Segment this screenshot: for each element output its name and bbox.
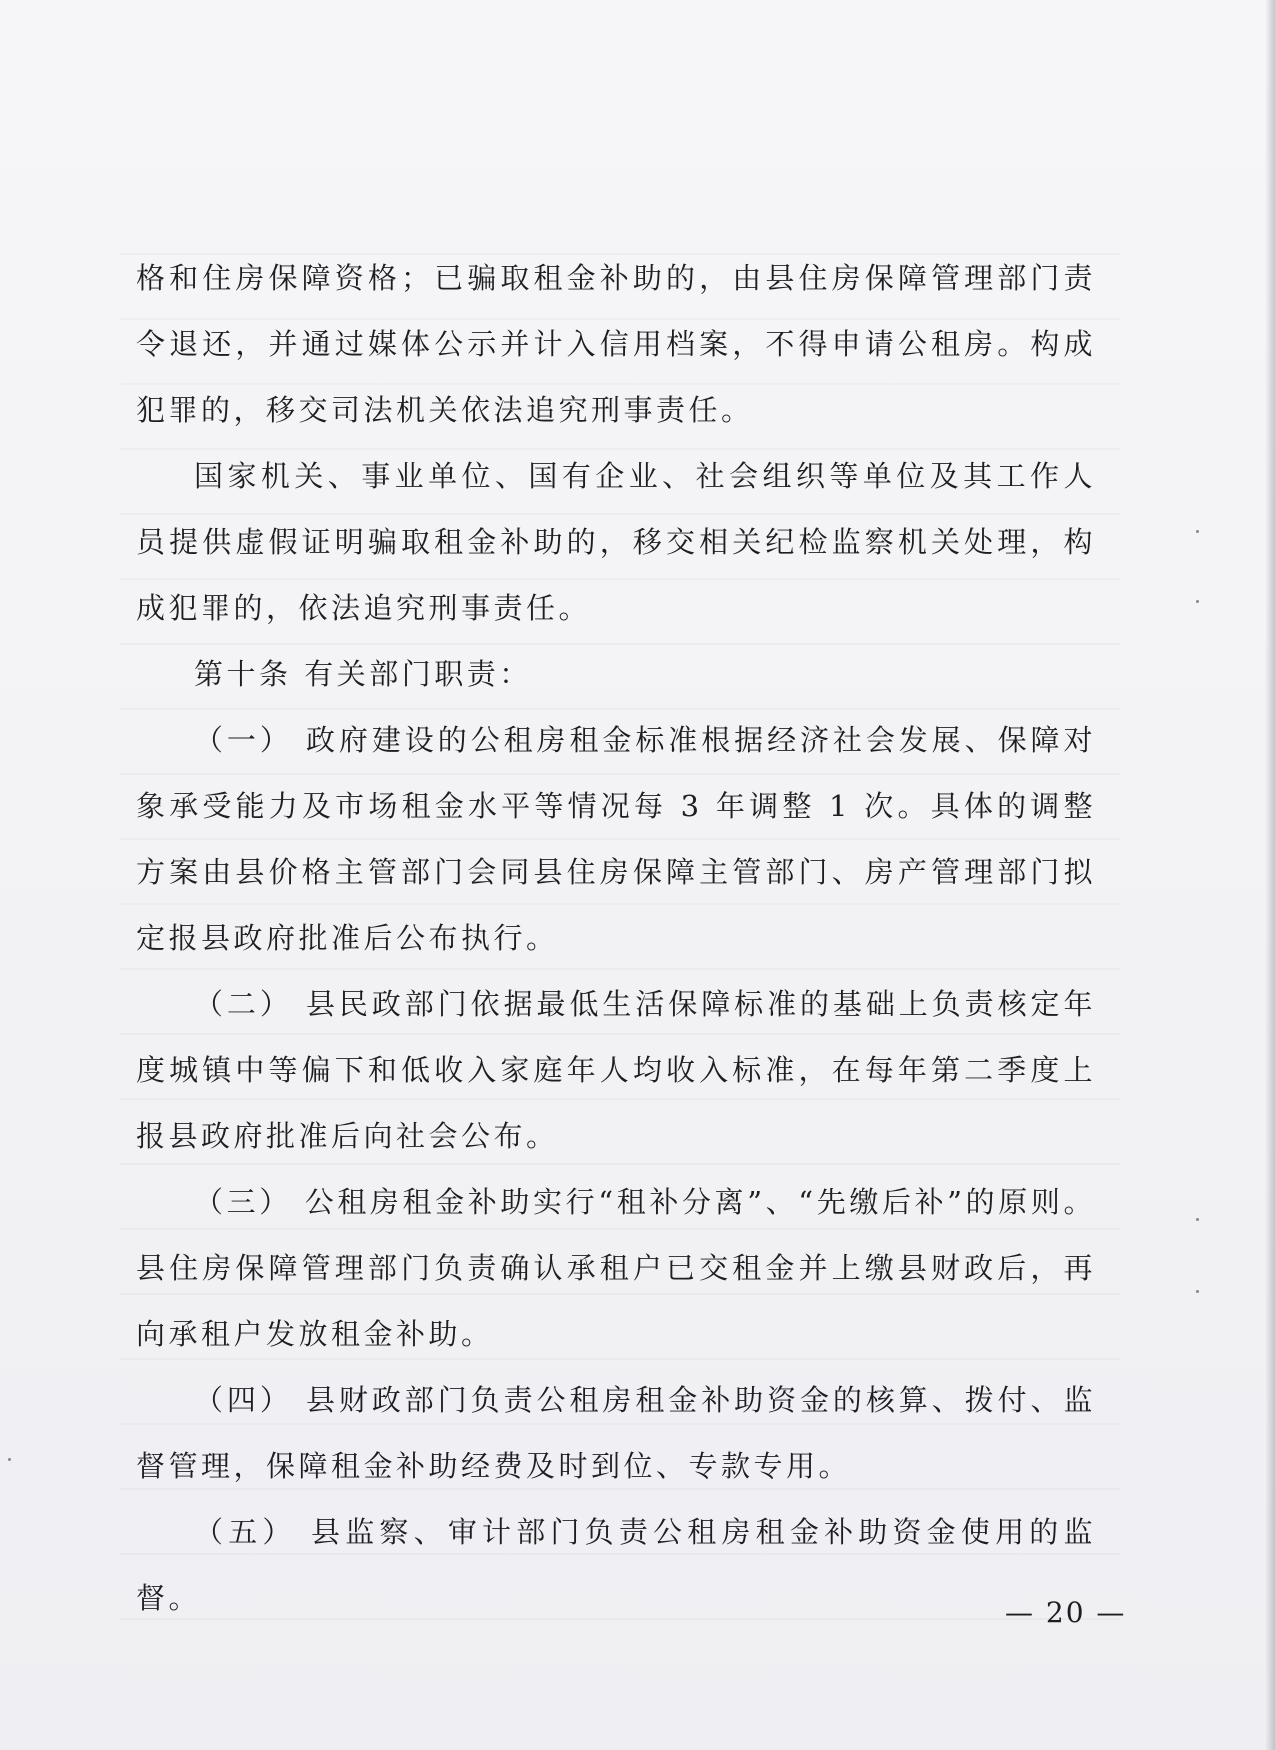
scan-speck [8, 1458, 11, 1461]
scan-speck [1196, 1290, 1199, 1293]
clause-three: （三） 公租房租金补助实行“租补分离”、“先缴后补”的原则。县住房保障管理部门负责确认承租户已交租金并上缴县财政后，再向承租户发放租金补助。 [136, 1185, 1096, 1351]
paragraph-false-certificate: 国家机关、事业单位、国有企业、社会组织等单位及其工作人员提供虚假证明骗取租金补助的，移交相关纪检监察机关处理，构成犯罪的，依法追究刑事责任。 [136, 459, 1096, 625]
document-body [136, 245, 1096, 1631]
page-number: — 20 — [1005, 1596, 1127, 1629]
paragraph-continuation: 格和住房保障资格；已骗取租金补助的，由县住房保障管理部门责令退还，并通过媒体公示并计入信用档案，不得申请公租房。构成犯罪的，移交司法机关依法追究刑事责任。 [136, 261, 1096, 427]
scan-speck [1196, 1218, 1199, 1221]
clause-one: （一） 政府建设的公租房租金标准根据经济社会发展、保障对象承受能力及市场租金水平等情况每 3 年调整 1 次。具体的调整方案由县价格主管部门会同县住房保障主管部门、房产管理部门拟定报县政府批准后公布执行。 [136, 723, 1096, 955]
clause-two: （二） 县民政部门依据最低生活保障标准的基础上负责核定年度城镇中等偏下和低收入家庭年人均收入标准，在每年第二季度上报县政府批准后向社会公布。 [136, 987, 1096, 1153]
page-edge-shadow [1265, 0, 1275, 1750]
article-ten-heading: 第十条 有关部门职责： [194, 657, 532, 691]
clause-four: （四） 县财政部门负责公租房租金补助资金的核算、拨付、监督管理，保障租金补助经费及时到位、专款专用。 [136, 1383, 1096, 1483]
scan-speck [1196, 530, 1199, 533]
scan-speck [1196, 600, 1199, 603]
clause-five: （五） 县监察、审计部门负责公租房租金补助资金使用的监督。 [136, 1515, 1096, 1615]
